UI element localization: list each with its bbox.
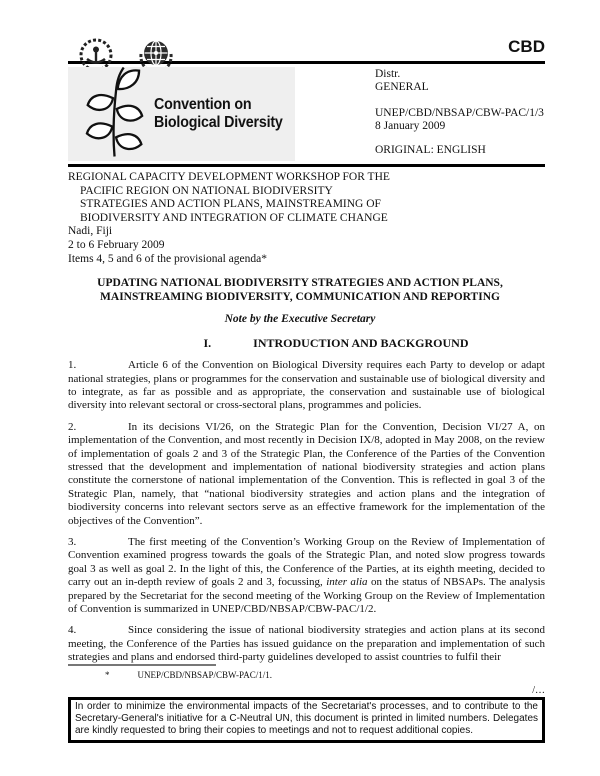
footnote-separator <box>68 664 216 666</box>
meeting-dates: 2 to 6 February 2009 <box>68 238 165 251</box>
paragraph-text: Since considering the issue of national biodiversity strategies and action plans at its second meeting, the Conference of the Parties has issued guidance on the preparation and implementation of such strategies and plans and endorsed third-party guidelines developed to assist countries to fulfil their <box>68 624 545 664</box>
masthead <box>68 64 545 164</box>
footnote-text: UNEP/CBD/NBSAP/CBW-PAC/1/1. <box>137 670 272 680</box>
footnote-marker: * <box>105 670 110 680</box>
doc-date: 8 January 2009 <box>375 120 446 132</box>
meeting-heading <box>68 171 545 266</box>
paragraph-text: Article 6 of the Convention on Biological Diversity requires each Party to develop or adapt national strategies, plans or programmes for the conservation and sustainable use of biological diversity and to integrate, as far as possible and as appropriate, the conservation and sustainable use of biological diversity into relevant sectoral or cross-sectoral plans, programmes and policies. <box>68 359 545 412</box>
distribution-info <box>375 64 544 164</box>
paragraph-3 <box>68 536 545 616</box>
cbd-label: CBD <box>508 37 545 56</box>
footnote <box>68 670 545 680</box>
document-title <box>60 276 540 304</box>
continuation-mark: /… <box>532 685 545 696</box>
environmental-notice-box: In order to minimize the environmental impacts of the Secretariat's processes, and to contribute to the Secretary-General's initiative for a C-Neutral UN, this document is printed in limited numbers. Delegates are kindly requested to bring their copies to meetings and not to request additional copies. <box>68 697 545 743</box>
paragraph-2 <box>68 421 545 528</box>
note-by-line: Note by the Executive Secretary <box>224 313 376 326</box>
org-name-line1: Convention on <box>154 95 252 113</box>
masthead-rule <box>68 164 545 167</box>
org-name-line2: Biological Diversity <box>154 114 283 131</box>
paragraph-number: 3. <box>68 536 77 549</box>
document-title-line1: UPDATING NATIONAL BIODIVERSITY STRATEGIES AND ACTION PLANS, <box>97 277 503 290</box>
page-header <box>0 0 600 60</box>
distr-label: Distr. <box>375 68 401 80</box>
paragraph-4 <box>68 624 545 664</box>
meeting-title-line1: REGIONAL CAPACITY DEVELOPMENT WORKSHOP FOR THE <box>68 171 390 183</box>
paragraph-number: 4. <box>68 624 77 637</box>
original-language: ORIGINAL: ENGLISH <box>375 144 486 156</box>
paragraph-number: 2. <box>68 420 77 433</box>
cbd-logo-box <box>68 67 295 161</box>
page-bottom <box>68 664 545 743</box>
paragraph-number: 1. <box>68 359 77 372</box>
org-name <box>154 96 283 133</box>
meeting-title-line3: STRATEGIES AND ACTION PLANS, MAINSTREAMING OF <box>80 198 381 211</box>
section-number: I. <box>203 336 212 351</box>
paragraph-text: The first meeting of the Convention’s Working Group on the Review of Implementation of Convention examined progress towards the goals of the Strategic Plan, and noted slow progress towards goal 3 as well as goal 2. In the light of this, the Conference of the Parties, at its eighth meeting, decided to carry out an in-depth review of goals 2 and 3, focussing, <box>68 536 545 589</box>
cbd-plant-logo-icon <box>74 66 152 163</box>
paragraph-1 <box>68 359 545 413</box>
paragraph-text: In its decisions VI/26, on the Strategic Plan for the Convention, Decision VI/27 A, on implementation of the Convention, and most recently in Decision IX/8, adopted in May 2008, on the review of implementation of goals 2 and 3 of the Strategic Plan, the Conference of the Parties of the Convention stressed that the development and implementation of national biodiversity strategies and action plans constitute the cornerstone of national implementation of the Convention. This is reflected in goal 3 of the Strategic Plan, namely, that “national biodiversity strategies and action plans and the integration of biodiversity concerns into relevant sectors serve as an effective framework for the implementation of the objectives of the Convention”. <box>68 420 545 527</box>
distr-value: GENERAL <box>375 81 429 93</box>
document-title-line2: MAINSTREAMING BIODIVERSITY, COMMUNICATION AND REPORTING <box>100 291 500 304</box>
paragraph-text: on the status of NBSAPs. The analysis prepared by the Secretariat for the second meeting of the Working Group on the Review of Implementation of Convention is summarized in UNEP/CBD/NBSAP/CBW-PAC/1/2. <box>68 576 545 616</box>
meeting-location: Nadi, Fiji <box>68 225 113 238</box>
meeting-title-line4: BIODIVERSITY AND INTEGRATION OF CLIMATE CHANGE <box>80 211 388 224</box>
section-title: INTRODUCTION AND BACKGROUND <box>253 336 469 351</box>
section-heading <box>36 336 600 351</box>
doc-symbol: UNEP/CBD/NBSAP/CBW-PAC/1/3 <box>375 107 544 119</box>
meeting-title-line2: PACIFIC REGION ON NATIONAL BIODIVERSITY <box>80 184 333 197</box>
paragraph-italic-phrase: inter alia <box>326 576 368 589</box>
meeting-agenda-items: Items 4, 5 and 6 of the provisional agenda* <box>68 252 267 265</box>
